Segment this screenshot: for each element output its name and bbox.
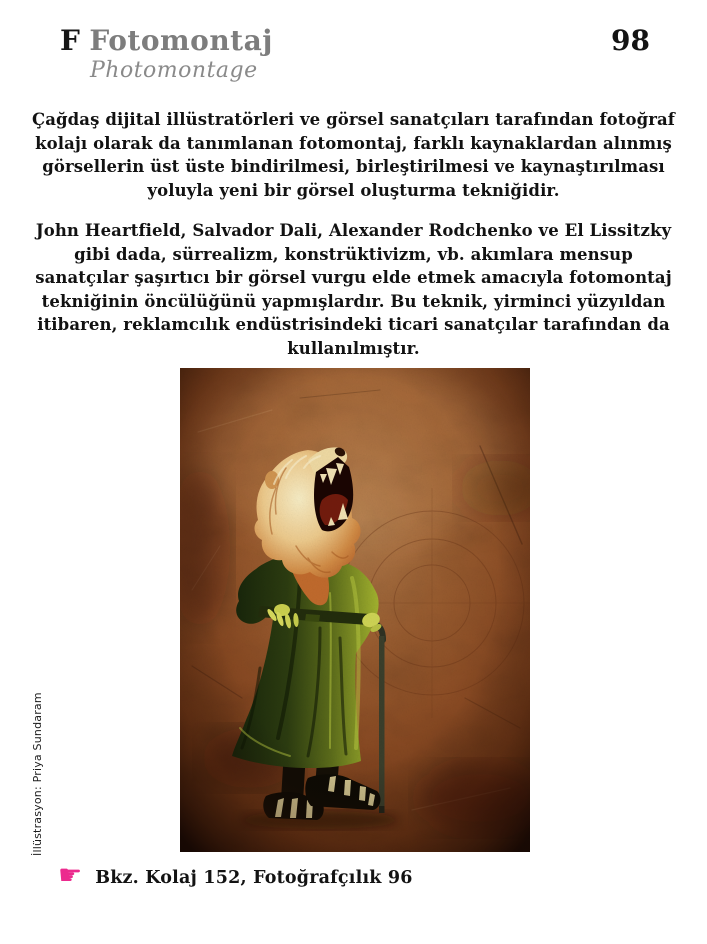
entry-term: Fotomontaj: [89, 24, 273, 57]
definition-paragraph: John Heartfield, Salvador Dali, Alexander Rodchenko ve El Lissitzky gibi dada, sürrealizm, konstrüktivizm, vb. akımlara mensup sanatçılar şaşırtıcı bir görsel vurgu elde etmek amacıyla fotomontaj tekniğinin öncülüğünü yapmışlardır. Bu teknik, yirminci yüzyıldan itibaren, reklamcılık endüstrisindeki ticari sanatçılar tarafından da kullanılmıştır.: [35, 221, 672, 358]
cross-reference-text: Bkz. Kolaj 152, Fotoğrafçılık 96: [95, 867, 413, 888]
photomontage-illustration: [180, 368, 530, 852]
illustration-credit: İllüstrasyon: Priya Sundaram: [31, 692, 44, 856]
manicule-icon: ☛: [58, 860, 83, 891]
definition-text: [0, 108, 707, 360]
definition-paragraph: Çağdaş dijital illüstratörleri ve görsel sanatçıları tarafından fotoğraf kolajı olarak da tanımlanan fotomontaj, farklı kaynaklardan alınmış görsellerin üst üste bindirilmesi, birleştirilmesi ve kaynaştırılması yoluyla yeni bir görsel oluşturma tekniğidir.: [32, 110, 675, 200]
cross-reference: [58, 860, 413, 891]
artwork-grain: [180, 368, 530, 852]
photomontage-artwork: [180, 368, 530, 852]
entry-header: [60, 24, 650, 60]
entry-letter: F: [60, 24, 81, 57]
entry-translation: Photomontage: [90, 58, 258, 83]
page-number: 98: [611, 24, 650, 57]
